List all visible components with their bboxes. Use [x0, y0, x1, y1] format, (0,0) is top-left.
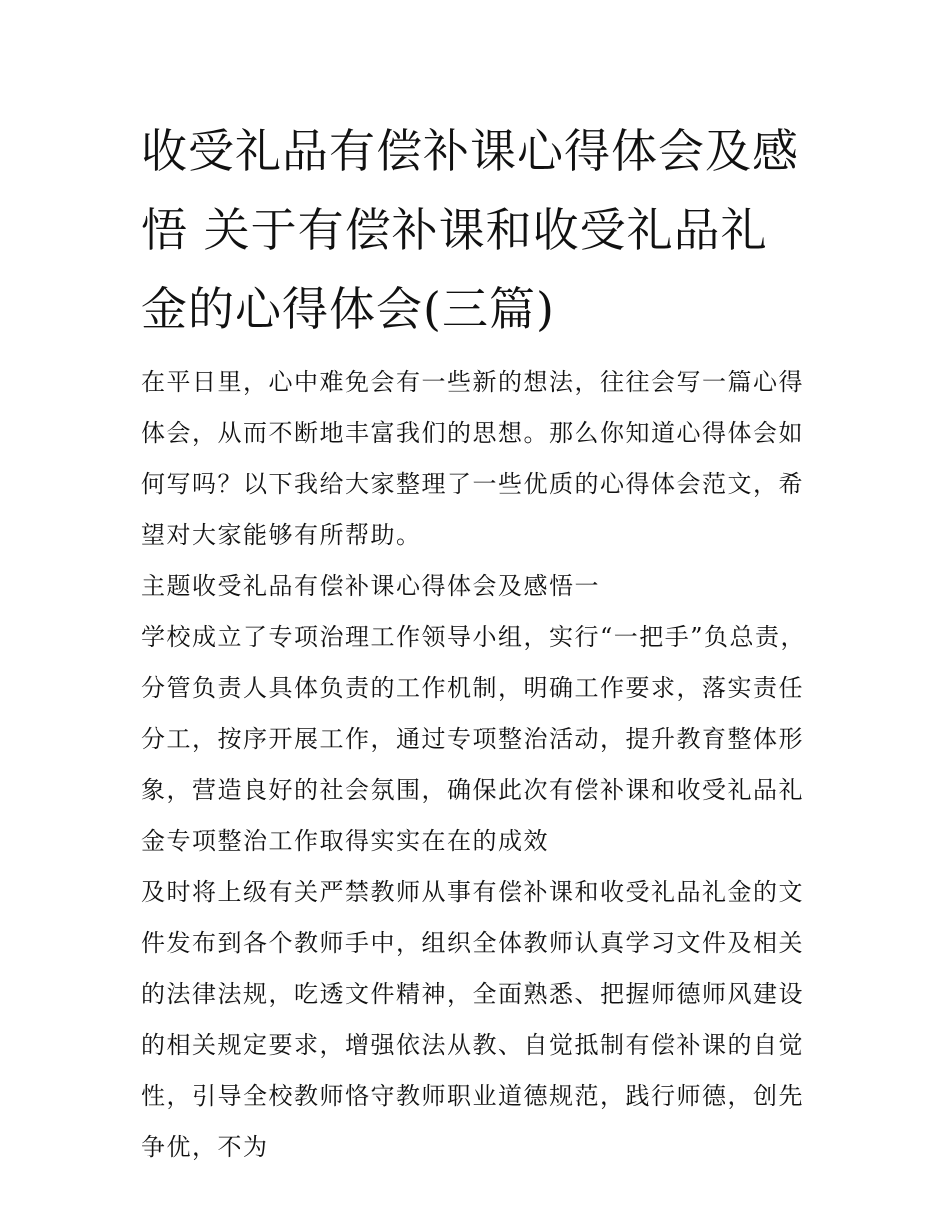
body-paragraph-1: 学校成立了专项治理工作领导小组，实行“一把手”负总责，分管负责人具体负责的工作机制，明确工作要求，落实责任分工，按序开展工作，通过专项整治活动，提升教育整体形象，营造良好的社会氛围，确保此次有偿补课和收受礼品礼金专项整治工作取得实实在在的成效	[141, 623, 807, 855]
body-paragraph-2: 及时将上级有关严禁教师从事有偿补课和收受礼品礼金的文件发布到各个教师手中，组织全体教师认真学习文件及相关的法律法规，吃透文件精神，全面熟悉、把握师德师风建设的相关规定要求，增强依法从教、自觉抵制有偿补课的自觉性，引导全校教师恪守教师职业道德规范，践行师德，创先争优，不为	[141, 878, 804, 1161]
document-title: 收受礼品有偿补课心得体会及感悟 关于有偿补课和收受礼品礼金的心得体会(三篇)	[141, 124, 799, 336]
intro-paragraph: 在平日里，心中难免会有一些新的想法，往往会写一篇心得体会，从而不断地丰富我们的思想。那么你知道心得体会如何写吗？以下我给大家整理了一些优质的心得体会范文，希望对大家能够有所帮助。	[141, 368, 804, 549]
document-body	[141, 112, 811, 1173]
section-heading: 主题收受礼品有偿补课心得体会及感悟一	[141, 572, 600, 600]
